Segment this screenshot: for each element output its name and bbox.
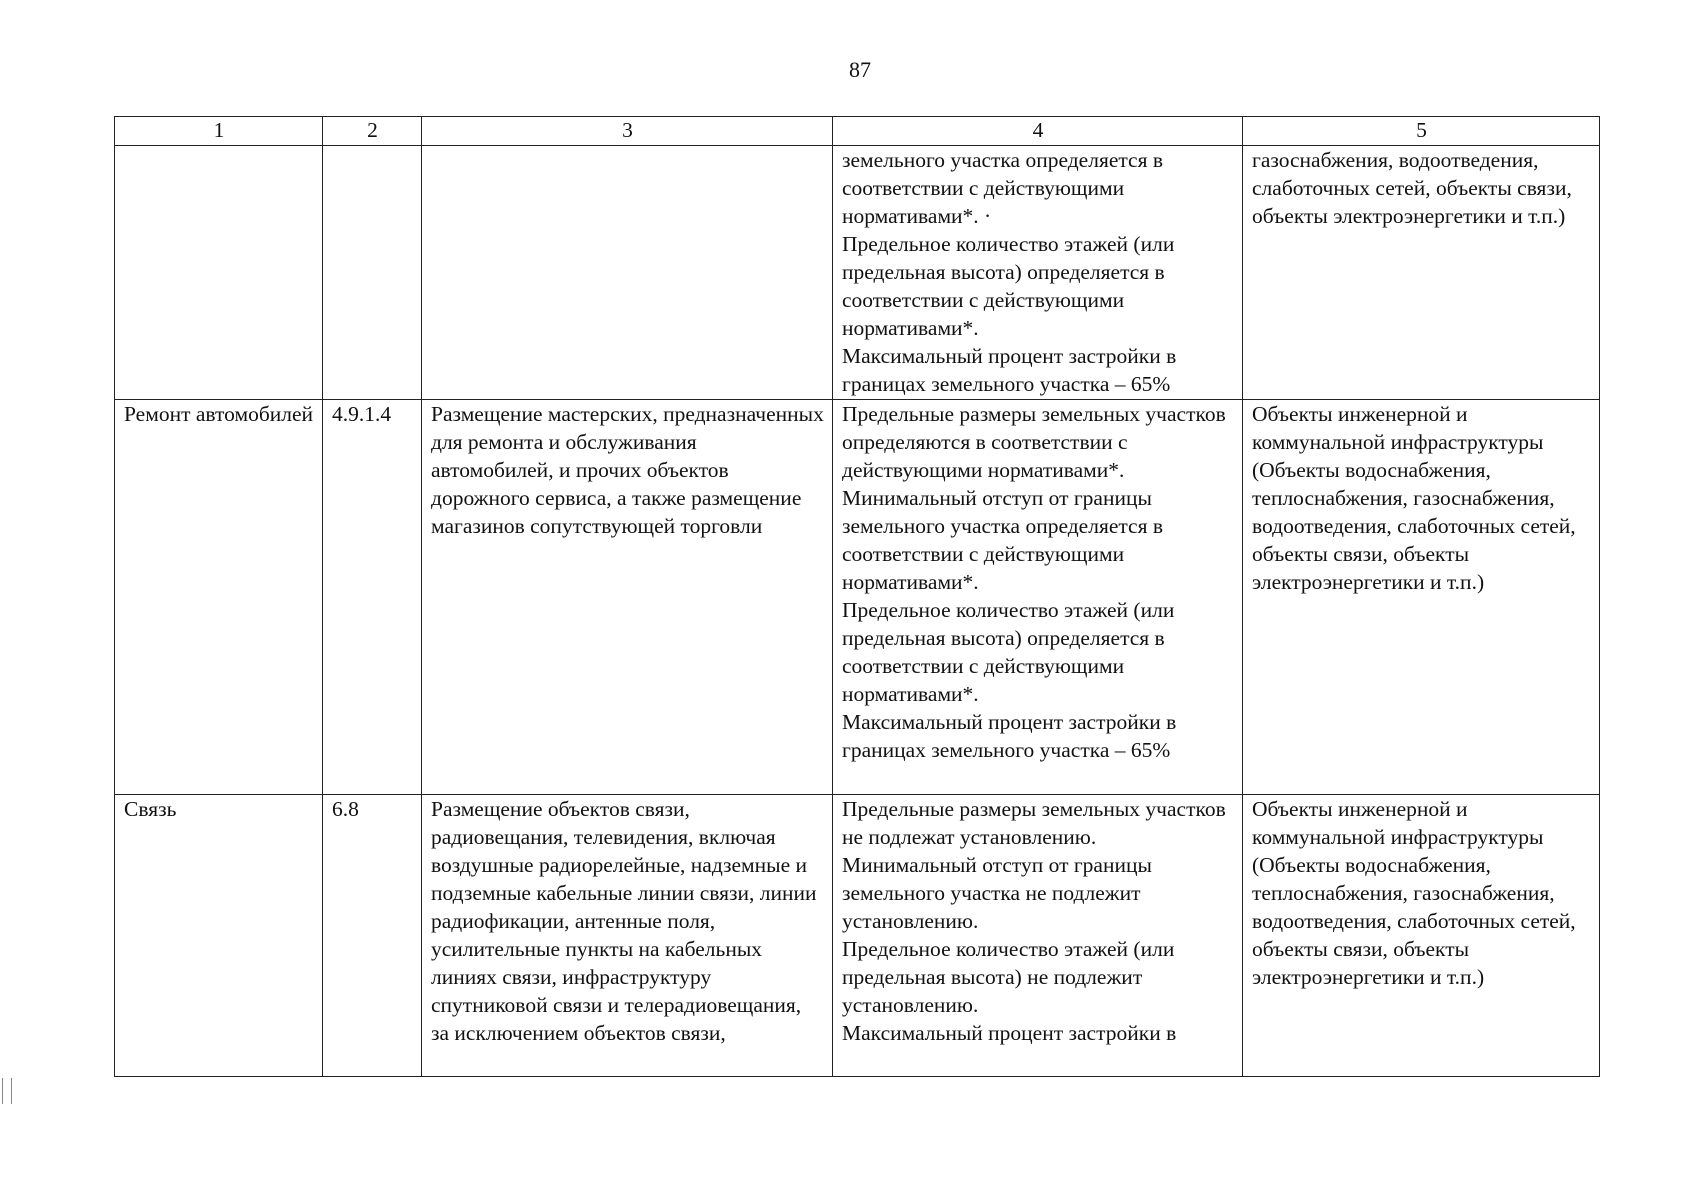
column-header-5: 5 xyxy=(1243,117,1600,146)
parameters-cell: Предельные размеры земельных участков определяются в соответствии с действующими нормативами*. Минимальный отступ от границы земельного участка определяется в соответствии с действующими нормативами*. Предельное количество этажей (или предельная высота) определяется в соответствии с действующими нормативами*. Максимальный процент застройки в границах земельного участка – 65% xyxy=(833,400,1243,795)
use-name-cell: Ремонт автомобилей xyxy=(115,400,323,795)
auxiliary-uses-cell: газоснабжения, водоотведения, слаботочных сетей, объекты связи, объекты электроэнергетики и т.п.) xyxy=(1243,146,1600,400)
auxiliary-uses-cell: Объекты инженерной и коммунальной инфраструктуры (Объекты водоснабжения, теплоснабжения, газоснабжения, водоотведения, слаботочных сетей, объекты связи, объекты электроэнергетики и т.п.) xyxy=(1243,400,1600,795)
use-description-cell: Размещение мастерских, предназначенных для ремонта и обслуживания автомобилей, и прочих объектов дорожного сервиса, а также размещение магазинов сопутствующей торговли xyxy=(422,400,833,795)
use-description-cell xyxy=(422,146,833,400)
table-header-row xyxy=(115,117,1600,146)
column-header-3: 3 xyxy=(422,117,833,146)
parameters-cell: Предельные размеры земельных участков не подлежат установлению. Минимальный отступ от границы земельного участка не подлежит установлению. Предельное количество этажей (или предельная высота) не подлежит установлению. Максимальный процент застройки в xyxy=(833,795,1243,1077)
use-name-cell xyxy=(115,146,323,400)
use-description-cell: Размещение объектов связи, радиовещания, телевидения, включая воздушные радиорелейные, надземные и подземные кабельные линии связи, линии радиофикации, антенные поля, усилительные пункты на кабельных линиях связи, инфраструктуру спутниковой связи и телерадиовещания, за исключением объектов связи, xyxy=(422,795,833,1077)
use-code-cell: 6.8 xyxy=(323,795,422,1077)
use-name-cell: Связь xyxy=(115,795,323,1077)
scan-edge-marks xyxy=(2,1078,12,1104)
table-row xyxy=(115,146,1600,400)
table-row xyxy=(115,795,1600,1077)
land-use-table xyxy=(114,116,1600,1077)
use-code-cell xyxy=(323,146,422,400)
table-row xyxy=(115,400,1600,795)
page-number: 87 xyxy=(849,57,871,82)
column-header-2: 2 xyxy=(323,117,422,146)
column-header-1: 1 xyxy=(115,117,323,146)
column-header-4: 4 xyxy=(833,117,1243,146)
auxiliary-uses-cell: Объекты инженерной и коммунальной инфраструктуры (Объекты водоснабжения, теплоснабжения, газоснабжения, водоотведения, слаботочных сетей, объекты связи, объекты электроэнергетики и т.п.) xyxy=(1243,795,1600,1077)
use-code-cell: 4.9.1.4 xyxy=(323,400,422,795)
parameters-cell: земельного участка определяется в соответствии с действующими нормативами*. · Предельное количество этажей (или предельная высота) определяется в соответствии с действующими нормативами*. Максимальный процент застройки в границах земельного участка – 65% xyxy=(833,146,1243,400)
